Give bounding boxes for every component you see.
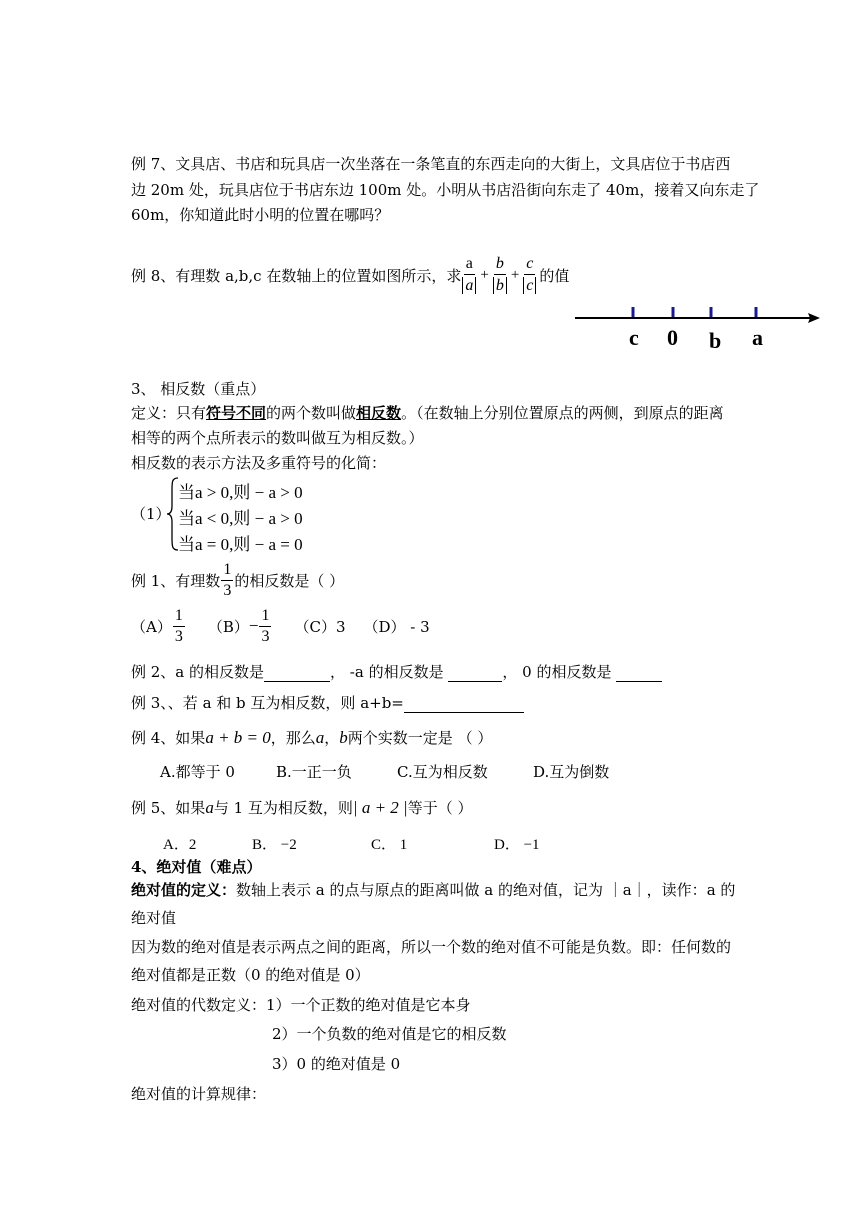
ex5-opt-b: B． −2 — [252, 837, 297, 853]
case-label: （1） — [131, 505, 171, 523]
ex4-opt-b: B.一正一负 — [276, 763, 352, 781]
ex8-frac-c — [523, 256, 536, 294]
section4-alg3: 3）0 的绝对值是 0 — [272, 1055, 401, 1073]
ex2-part2: ， -a 的相反数是 — [330, 663, 444, 681]
ex5-prefix: 例 5、如果 — [131, 799, 206, 817]
ex2-problem — [131, 661, 662, 682]
axis-label-c: c — [629, 325, 639, 350]
axis-label-0: 0 — [667, 325, 678, 350]
ex5-suffix: 等于（ ） — [407, 799, 473, 817]
ex8-frac-b-den: b — [493, 277, 507, 294]
axis-label-b: b — [709, 328, 722, 353]
section3-def-line2: 相等的两个点所表示的数叫做互为相反数。） — [131, 429, 424, 447]
section4-def-line2: 绝对值 — [131, 909, 177, 927]
ex1-opt-b-label: （B） — [207, 617, 249, 636]
ex5-var-a: a — [205, 798, 214, 817]
case-1: 当a > 0,则 − a > 0 — [178, 483, 303, 502]
ex8-plus-2: + — [510, 266, 520, 283]
ex4-suffix: 两个实数一定是 （ ） — [347, 729, 493, 747]
ex5-expr: | a + 2 | — [352, 798, 408, 817]
ex1-opt-b-num: 1 — [259, 608, 271, 627]
ex1-problem — [131, 562, 344, 598]
case-2: 当a < 0,则 − a > 0 — [178, 509, 303, 528]
section3-definition — [131, 402, 724, 423]
ex3-problem — [131, 692, 524, 713]
ex8-prefix: 例 8、有理数 a,b,c 在数轴上的位置如图所示，求 — [131, 266, 462, 285]
ex1-opt-a-den: 3 — [174, 627, 183, 645]
ex5-mid: 与 1 互为相反数，则 — [213, 799, 353, 817]
ex2-part1: 例 2、a 的相反数是 — [131, 663, 265, 681]
ex4-problem — [131, 727, 492, 748]
section4-heading: 4、绝对值（难点） — [131, 858, 262, 876]
section4-p1: 因为数的绝对值是表示两点之间的距离，所以一个数的绝对值不可能是负数。即：任何数的 — [131, 938, 732, 956]
ex7-line1: 例 7、文具店、书店和玩具店一次坐落在一条笔直的东西走向的大街上，文具店位于书店西 — [131, 155, 731, 173]
case-3: 当a = 0,则 − a = 0 — [178, 535, 303, 554]
def-underline-sign: 符号不同 — [206, 404, 267, 422]
ex8-suffix: 的值 — [539, 266, 570, 285]
def-prefix: 定义：只有 — [131, 404, 207, 422]
ex1-opt-a-num: 1 — [173, 608, 185, 627]
ex8-frac-c-num: c — [524, 256, 535, 275]
ex8-plus-1: + — [480, 266, 489, 283]
ex5-opt-c: C． 1 — [371, 837, 408, 853]
def-rest: 。（在数轴上分别位置原点的两侧，到原点的距离 — [401, 404, 724, 422]
ex1-den: 3 — [223, 581, 232, 599]
ex1-suffix: 的相反数是（ ） — [234, 571, 345, 590]
ex4-mid: ，那么 — [270, 729, 316, 747]
ex8-frac-b-num: b — [494, 256, 506, 275]
ex1-prefix: 例 1、有理数 — [131, 571, 221, 590]
ex1-opt-c: （C）3 — [294, 617, 346, 636]
ex8-frac-b — [493, 256, 507, 294]
section4-def-bold: 绝对值的定义： — [131, 881, 237, 899]
ex8-problem — [131, 250, 569, 300]
ex1-opt-b-minus: − — [248, 616, 259, 635]
section4-rule: 绝对值的计算规律： — [131, 1085, 267, 1103]
ex1-fraction — [221, 562, 233, 599]
ex4-opt-d: D.互为倒数 — [533, 763, 610, 781]
ex2-blank-1[interactable] — [264, 667, 330, 682]
ex1-opt-b-fraction — [259, 608, 271, 645]
ex1-opt-a-fraction — [173, 608, 185, 645]
section4-definition — [131, 879, 735, 900]
ex4-expr: a + b = 0 — [205, 728, 271, 747]
section4-alg1: 绝对值的代数定义：1）一个正数的绝对值是它本身 — [131, 996, 471, 1014]
section4-def-text: 数轴上表示 a 的点与原点的距离叫做 a 的绝对值，记为 ｜a｜，读作：a 的 — [236, 881, 736, 899]
ex5-opt-a: A．2 — [163, 837, 197, 853]
ex1-options — [131, 608, 430, 644]
def-underline-opposite: 相反数 — [356, 404, 402, 422]
section4-p2: 绝对值都是正数（0 的绝对值是 0） — [131, 966, 370, 984]
section4-alg2: 2）一个负数的绝对值是它的相反数 — [272, 1025, 507, 1043]
ex5-opt-d: D． −1 — [494, 837, 540, 853]
ex7-line2: 边 20m 处，玩具店位于书店东边 100m 处。小明从书店沿街向东走了 40m，接着又向东走了 — [131, 181, 760, 199]
ex5-problem — [131, 797, 473, 818]
ex4-opt-a: A.都等于 0 — [160, 763, 235, 781]
ex3-blank[interactable] — [404, 698, 524, 713]
number-line-figure — [570, 300, 830, 360]
ex4-var-a: a — [315, 728, 325, 747]
ex2-blank-2[interactable] — [448, 667, 502, 682]
ex2-part3: ， 0 的相反数是 — [502, 663, 612, 681]
section3-heading: 3、 相反数（重点） — [131, 380, 266, 398]
ex4-var-b: b — [339, 728, 348, 747]
axis-label-a: a — [752, 325, 763, 350]
ex1-opt-a-label: （A） — [131, 617, 172, 636]
ex4-comma: ， — [324, 729, 340, 747]
ex4-prefix: 例 4、如果 — [131, 729, 206, 747]
ex4-opt-c: C.互为相反数 — [397, 763, 488, 781]
ex8-frac-a-num: a — [464, 256, 475, 275]
ex7-line3: 60m，你知道此时小明的位置在哪吗？ — [131, 206, 390, 224]
ex1-opt-d: （D） - 3 — [363, 617, 430, 636]
def-mid: 的两个数叫做 — [266, 404, 357, 422]
ex8-frac-a — [462, 256, 476, 294]
ex8-frac-c-den: c — [523, 277, 536, 294]
ex1-opt-b-den: 3 — [261, 627, 270, 645]
ex8-frac-a-den: a — [462, 277, 476, 294]
ex1-num: 1 — [221, 562, 233, 581]
section3-repr: 相反数的表示方法及多重符号的化简： — [131, 454, 387, 472]
ex3-text: 例 3、、若 a 和 b 互为相反数，则 a+b= — [131, 694, 404, 712]
ex2-blank-3[interactable] — [616, 667, 662, 682]
